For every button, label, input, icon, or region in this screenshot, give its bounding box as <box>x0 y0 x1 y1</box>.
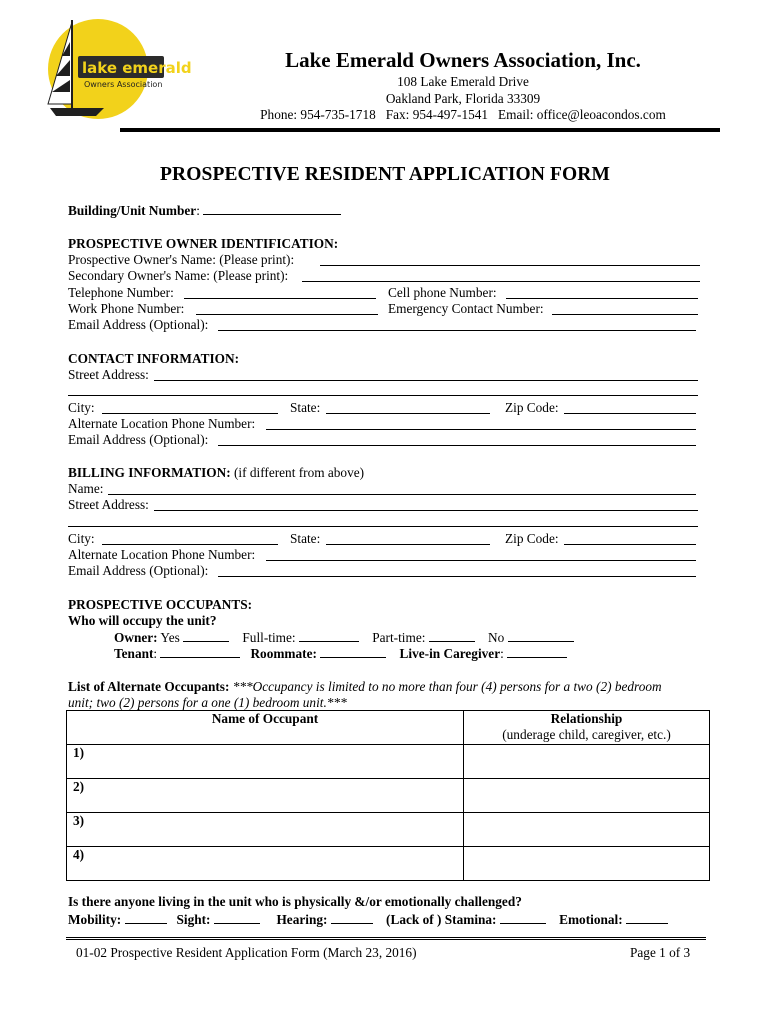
billing-zip-label: Zip Code: <box>505 531 559 546</box>
hearing-label: Hearing: <box>276 912 328 927</box>
cell-field[interactable] <box>506 298 698 299</box>
owner-occupancy-label: Owner: <box>114 630 158 645</box>
occupants-heading: PROSPECTIVE OCCUPANTS: <box>68 597 253 612</box>
footer-form-id: 01-02 Prospective Resident Application Form (March 23, 2016) <box>76 945 417 960</box>
billing-email-field[interactable] <box>218 576 696 577</box>
yes-label: Yes <box>160 630 180 645</box>
mobility-label: Mobility: <box>68 912 122 927</box>
table-row <box>67 779 710 813</box>
alternate-label: List of Alternate Occupants: <box>68 679 230 694</box>
billing-state-label: State: <box>290 531 321 546</box>
alternate-note-row <box>68 679 662 695</box>
building-unit-field[interactable] <box>203 202 341 215</box>
prospective-name-field[interactable] <box>320 265 700 266</box>
billing-street-field[interactable] <box>154 510 698 511</box>
sight-label: Sight: <box>176 912 211 927</box>
occupant-name-cell[interactable]: 2) <box>67 779 464 813</box>
emergency-field[interactable] <box>552 314 698 315</box>
building-unit-label: Building/Unit Number <box>68 203 197 218</box>
fulltime-field[interactable] <box>299 629 359 642</box>
contact-email-label: Email Address (Optional): <box>68 432 209 447</box>
column-header-name: Name of Occupant <box>67 711 464 745</box>
contact-zip-field[interactable] <box>564 413 696 414</box>
alternate-note-1: ***Occupancy is limited to no more than four (4) persons for a two (2) bedroom <box>232 679 662 694</box>
relationship-cell[interactable] <box>464 847 710 881</box>
billing-state-field[interactable] <box>326 544 490 545</box>
occupant-name-cell[interactable]: 1) <box>67 745 464 779</box>
table-header-row <box>67 711 710 745</box>
logo-subtitle: Owners Association <box>84 80 163 89</box>
secondary-name-label: Secondary Owner's Name: (Please print): <box>68 268 289 283</box>
contact-zip-label: Zip Code: <box>505 400 559 415</box>
parttime-field[interactable] <box>429 629 475 642</box>
billing-name-field[interactable] <box>108 494 696 495</box>
contact-street-field[interactable] <box>154 380 698 381</box>
caregiver-label: Live-in Caregiver <box>399 646 501 661</box>
address-line-2: Oakland Park, Florida 33309 <box>385 91 541 106</box>
contact-city-field[interactable] <box>102 413 278 414</box>
caregiver-field[interactable] <box>507 645 567 658</box>
cell-label: Cell phone Number: <box>388 285 497 300</box>
emotional-field[interactable] <box>626 911 668 924</box>
header-rule <box>120 128 720 132</box>
alternate-note-2: unit; two (2) persons for a one (1) bedroom unit.*** <box>68 695 347 710</box>
relationship-title: Relationship <box>550 711 623 726</box>
contact-city-label: City: <box>68 400 95 415</box>
owner-heading: PROSPECTIVE OWNER IDENTIFICATION: <box>68 236 339 251</box>
building-unit-row: Building/Unit Number: <box>68 202 341 219</box>
column-header-relationship <box>464 711 710 745</box>
yes-field[interactable] <box>183 629 229 642</box>
contact-alt-phone-field[interactable] <box>266 429 696 430</box>
challenged-row <box>68 911 668 928</box>
contact-email-field[interactable] <box>218 445 696 446</box>
telephone-field[interactable] <box>184 298 376 299</box>
work-phone-field[interactable] <box>196 314 378 315</box>
owner-email-field[interactable] <box>218 330 696 331</box>
billing-heading-note: (if different from above) <box>230 465 365 480</box>
alternate-occupants-table <box>66 710 710 881</box>
billing-street-field-2[interactable] <box>68 526 698 527</box>
billing-city-field[interactable] <box>102 544 278 545</box>
parttime-label: Part-time: <box>372 630 426 645</box>
billing-heading: BILLING INFORMATION: <box>68 465 231 480</box>
relationship-cell[interactable] <box>464 813 710 847</box>
billing-city-label: City: <box>68 531 95 546</box>
mobility-field[interactable] <box>125 911 167 924</box>
association-logo <box>26 14 192 124</box>
billing-email-label: Email Address (Optional): <box>68 563 209 578</box>
footer-rule <box>66 937 706 940</box>
prospective-name-label: Prospective Owner's Name: (Please print): <box>68 252 295 267</box>
table-row <box>67 847 710 881</box>
sight-field[interactable] <box>214 911 260 924</box>
contact-street-label: Street Address: <box>68 367 149 382</box>
no-field[interactable] <box>508 629 574 642</box>
relationship-cell[interactable] <box>464 779 710 813</box>
roommate-field[interactable] <box>320 645 386 658</box>
relationship-cell[interactable] <box>464 745 710 779</box>
table-row <box>67 745 710 779</box>
telephone-label: Telephone Number: <box>68 285 174 300</box>
emergency-label: Emergency Contact Number: <box>388 301 544 316</box>
billing-heading-row <box>68 465 364 481</box>
stamina-field[interactable] <box>500 911 546 924</box>
no-label: No <box>488 630 505 645</box>
work-phone-label: Work Phone Number: <box>68 301 185 316</box>
footer-page-number: Page 1 of 3 <box>630 945 691 960</box>
owner-occupancy-row <box>114 629 574 646</box>
hearing-field[interactable] <box>331 911 373 924</box>
address-line-1: 108 Lake Emerald Drive <box>397 74 529 89</box>
roommate-label: Roommate: <box>250 646 317 661</box>
billing-alt-phone-label: Alternate Location Phone Number: <box>68 547 256 562</box>
stamina-label: (Lack of ) Stamina: <box>386 912 497 927</box>
contact-state-field[interactable] <box>326 413 490 414</box>
billing-alt-phone-field[interactable] <box>266 560 696 561</box>
occupant-name-cell[interactable]: 3) <box>67 813 464 847</box>
relationship-subtitle: (underage child, caregiver, etc.) <box>502 727 671 742</box>
occupant-name-cell[interactable]: 4) <box>67 847 464 881</box>
challenged-question: Is there anyone living in the unit who is physically &/or emotionally challenged? <box>68 894 522 909</box>
occupants-question: Who will occupy the unit? <box>68 613 217 628</box>
logo-wordmark: lake emerald <box>82 59 192 77</box>
contact-heading: CONTACT INFORMATION: <box>68 351 240 366</box>
contact-line: Phone: 954-735-1718 Fax: 954-497-1541 Email: office@leoacondos.com <box>260 107 666 122</box>
secondary-name-field[interactable] <box>302 281 700 282</box>
billing-zip-field[interactable] <box>564 544 696 545</box>
billing-name-label: Name: <box>68 481 104 496</box>
table-row <box>67 813 710 847</box>
fulltime-label: Full-time: <box>242 630 296 645</box>
tenant-label: Tenant <box>114 646 154 661</box>
owner-email-label: Email Address (Optional): <box>68 317 209 332</box>
org-name: Lake Emerald Owners Association, Inc. <box>285 48 641 72</box>
contact-state-label: State: <box>290 400 321 415</box>
emotional-label: Emotional: <box>559 912 623 927</box>
tenant-occupancy-row: Tenant: Roommate: Live-in Caregiver: <box>114 645 567 662</box>
billing-street-label: Street Address: <box>68 497 149 512</box>
form-title: PROSPECTIVE RESIDENT APPLICATION FORM <box>160 164 610 185</box>
contact-street-field-2[interactable] <box>68 395 698 396</box>
contact-alt-phone-label: Alternate Location Phone Number: <box>68 416 256 431</box>
tenant-field[interactable] <box>160 645 240 658</box>
